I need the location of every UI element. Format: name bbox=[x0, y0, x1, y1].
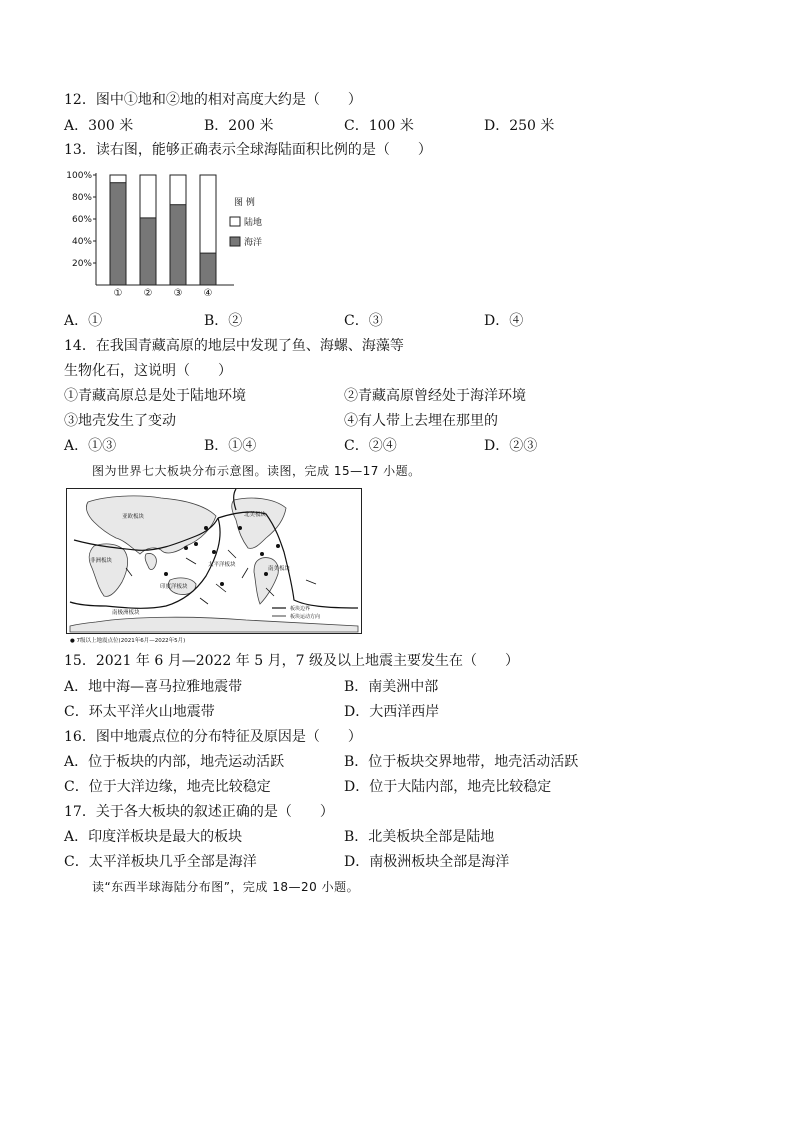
q14-statement-2: ②青藏高原曾经处于海洋环境 bbox=[344, 388, 526, 404]
q16-option-d: D．位于大陆内部，地壳比较稳定 bbox=[344, 779, 552, 795]
y-tick-label: 60% bbox=[71, 215, 92, 225]
q12-stem: 12．图中①地和②地的相对高度大约是（ ） bbox=[64, 92, 362, 108]
q14-statement-3: ③地壳发生了变动 bbox=[64, 413, 176, 429]
intro-18-20: 读“东西半球海陆分布图”，完成 18—20 小题。 bbox=[92, 880, 360, 894]
q16-stem: 16．图中地震点位的分布特征及原因是（ ） bbox=[64, 729, 362, 745]
q16-option-b: B．位于板块交界地带，地壳活动活跃 bbox=[344, 754, 579, 770]
label-african-plate: 非洲板块 bbox=[90, 558, 113, 564]
q14-option-b: B．①④ bbox=[204, 438, 257, 454]
category-label: ① bbox=[113, 288, 123, 299]
bar-ocean-1 bbox=[110, 183, 126, 285]
world-plates-map bbox=[66, 488, 362, 646]
category-label: ② bbox=[143, 288, 153, 299]
y-tick-label: 100% bbox=[66, 171, 92, 181]
bar-ocean-3 bbox=[170, 205, 186, 285]
land-ocean-bar-chart bbox=[62, 165, 292, 303]
y-tick-label: 40% bbox=[71, 237, 92, 247]
q13-option-d: D．④ bbox=[484, 313, 524, 329]
label-eurasian-plate: 亚欧板块 bbox=[122, 514, 145, 520]
q12-option-d: D．250 米 bbox=[484, 118, 555, 134]
q17-option-a: A．印度洋板块是最大的板块 bbox=[64, 829, 243, 845]
label-south-american-plate: 南美板块 bbox=[268, 566, 291, 572]
q13-stem: 13．读右图，能够正确表示全球海陆面积比例的是（ ） bbox=[64, 142, 432, 158]
legend-swatch-land bbox=[230, 217, 240, 226]
q15-option-d: D．大西洋西岸 bbox=[344, 704, 440, 720]
q16-option-a: A．位于板块的内部，地壳运动活跃 bbox=[64, 754, 285, 770]
q12-option-a: A．300 米 bbox=[64, 118, 134, 134]
intro-15-17: 图为世界七大板块分布示意图。读图，完成 15—17 小题。 bbox=[92, 464, 421, 478]
q13-option-a: A．① bbox=[64, 313, 103, 329]
q15-option-b: B．南美洲中部 bbox=[344, 679, 439, 695]
q13-option-c: C．③ bbox=[344, 313, 383, 329]
q14-option-a: A．①③ bbox=[64, 438, 117, 454]
q14-option-d: D．②③ bbox=[484, 438, 538, 454]
legend-label-land: 陆地 bbox=[244, 218, 263, 228]
q14-statement-4: ④有人带上去埋在那里的 bbox=[344, 413, 498, 429]
q13-option-b: B．② bbox=[204, 313, 243, 329]
label-north-american-plate: 北美板块 bbox=[244, 512, 267, 518]
legend-label-ocean: 海洋 bbox=[244, 238, 263, 248]
category-label: ④ bbox=[203, 288, 213, 299]
q15-option-a: A．地中海—喜马拉雅地震带 bbox=[64, 679, 243, 695]
q17-stem: 17．关于各大板块的叙述正确的是（ ） bbox=[64, 804, 334, 820]
bar-ocean-2 bbox=[140, 218, 156, 285]
map-caption: ● 7级以上地震点位(2021年6月—2022年5月) bbox=[70, 638, 186, 644]
legend-title: 图 例 bbox=[234, 198, 255, 208]
label-indian-plate: 印度洋板块 bbox=[160, 584, 188, 590]
q15-stem: 15．2021 年 6 月—2022 年 5 月，7 级及以上地震主要发生在（ ） bbox=[64, 653, 519, 669]
q16-option-c: C．位于大洋边缘，地壳比较稳定 bbox=[64, 779, 271, 795]
q17-option-b: B．北美板块全部是陆地 bbox=[344, 829, 495, 845]
q14-statement-1: ①青藏高原总是处于陆地环境 bbox=[64, 388, 246, 404]
y-tick-label: 80% bbox=[71, 193, 92, 203]
q14-stem-line1: 14．在我国青藏高原的地层中发现了鱼、海螺、海藻等 bbox=[64, 338, 404, 354]
legend-swatch-ocean bbox=[230, 237, 240, 246]
legend-boundary-text: 板块边界 bbox=[290, 606, 311, 612]
q14-stem-line2: 生物化石，这说明（ ） bbox=[64, 363, 232, 379]
category-label: ③ bbox=[173, 288, 183, 299]
q12-option-c: C．100 米 bbox=[344, 118, 414, 134]
bar-ocean-4 bbox=[200, 253, 216, 285]
legend-arrow-text: 板块运动方向 bbox=[290, 614, 321, 620]
q17-option-d: D．南极洲板块全部是海洋 bbox=[344, 854, 510, 870]
label-pacific-plate: 太平洋板块 bbox=[208, 562, 236, 568]
q17-option-c: C．太平洋板块几乎全部是海洋 bbox=[64, 854, 257, 870]
q12-option-b: B．200 米 bbox=[204, 118, 274, 134]
y-tick-label: 20% bbox=[71, 259, 92, 269]
q15-option-c: C．环太平洋火山地震带 bbox=[64, 704, 215, 720]
q14-option-c: C．②④ bbox=[344, 438, 397, 454]
label-antarctic-plate: 南极洲板块 bbox=[112, 610, 140, 616]
